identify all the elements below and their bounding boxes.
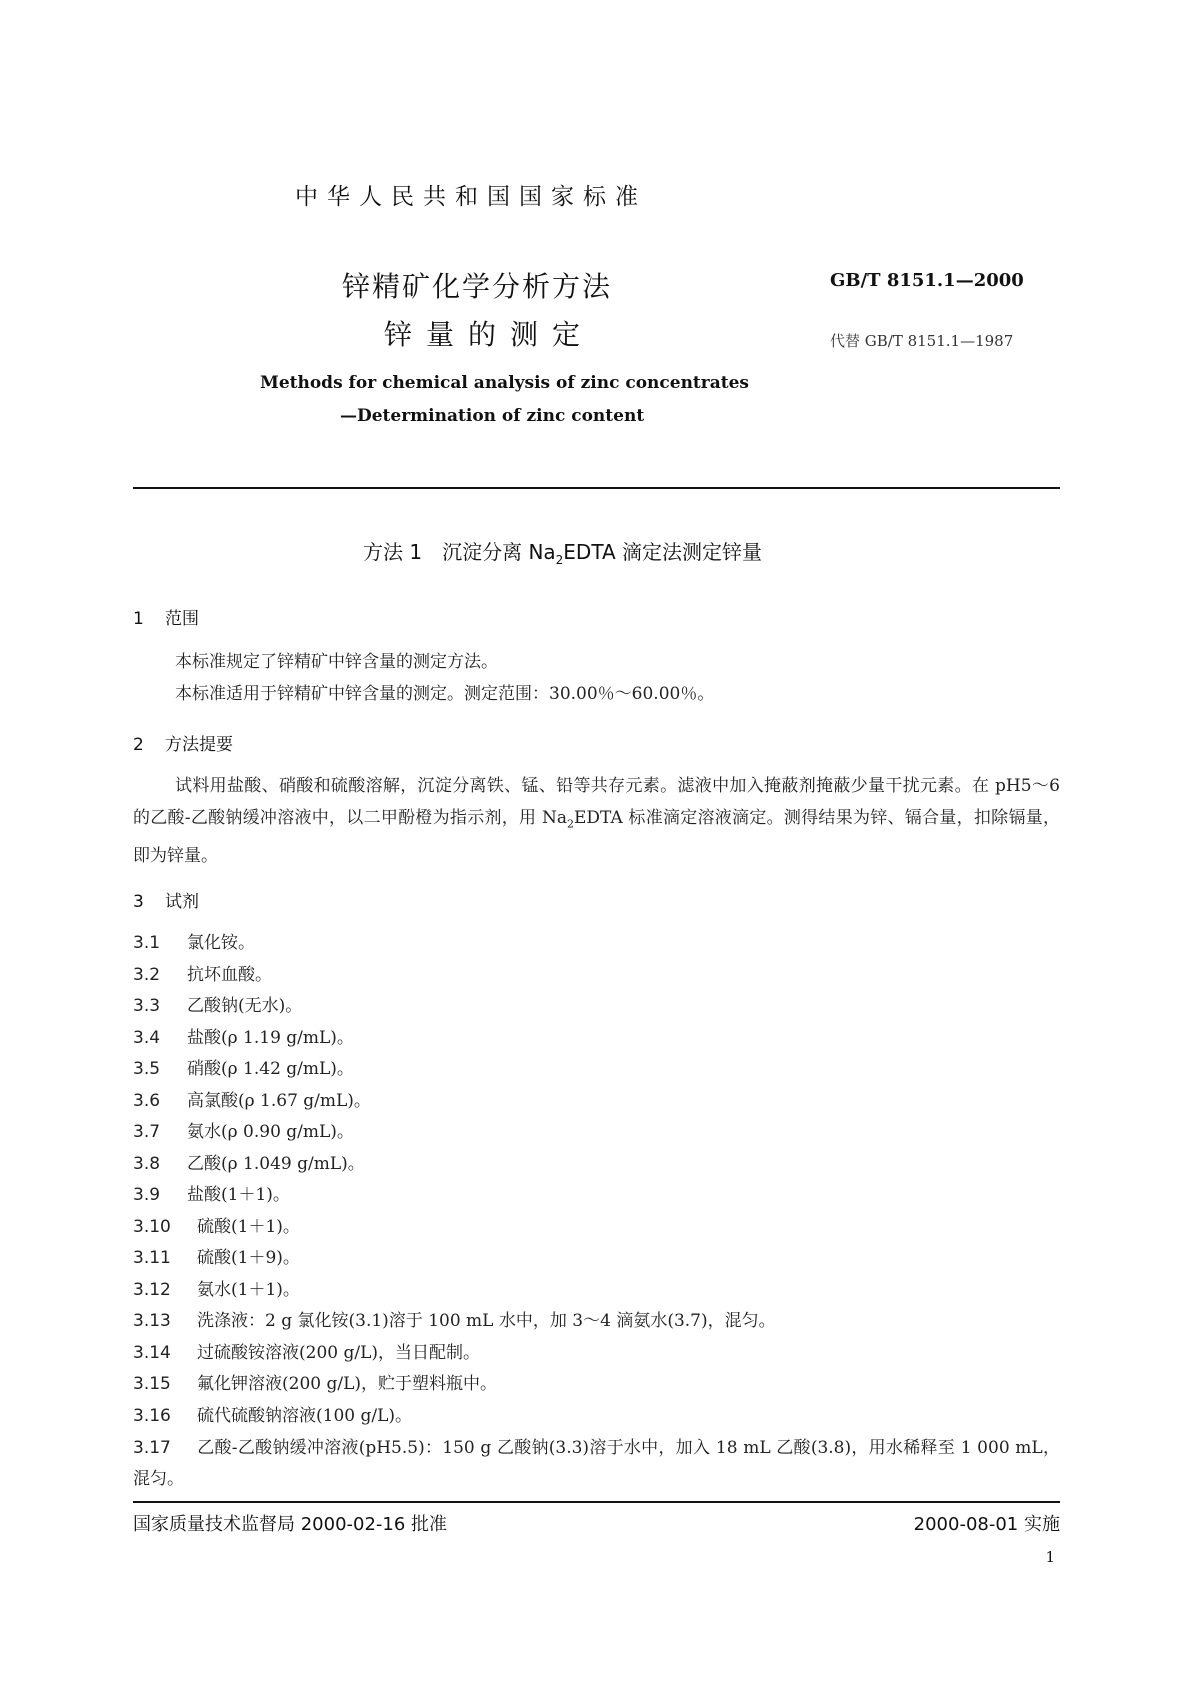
summary-paragraph: [133, 770, 1060, 872]
english-title-line-2: —Determination of zinc content: [340, 406, 645, 426]
reagent-number: 3.5: [133, 1059, 161, 1079]
method-title-subscript: 2: [555, 553, 564, 567]
page-number: 1: [1045, 1548, 1055, 1566]
implementation-date: 2000-08-01 实施: [913, 1514, 1060, 1535]
english-title-line-1: Methods for chemical analysis of zinc concentrates: [260, 373, 749, 393]
scope-paragraph-1: 本标准规定了锌精矿中锌含量的测定方法。: [175, 652, 498, 672]
reagent-number: 3.4: [133, 1027, 161, 1048]
reagent-text: 氯化铵。: [187, 933, 255, 953]
reagent-number: 3.15: [133, 1374, 171, 1394]
reagent-number: 3.8: [133, 1153, 161, 1174]
reagent-text: 氨水(ρ 0.90 g/mL)。: [187, 1122, 354, 1142]
summary-text-part-1: 试料用盐酸、硝酸和硫酸溶解，沉淀分离铁、锰、铅等共存元素。滤液中加入掩蔽剂掩蔽少量干扰元素。在 pH5～6 的乙酸-乙酸钠缓冲溶液中，以二甲酚橙为指示剂，用 Na: [133, 776, 1060, 828]
reagent-item: [133, 1306, 776, 1337]
reagent-item: [133, 991, 302, 1022]
reagent-text: 硫酸(1＋9)。: [197, 1248, 300, 1268]
reagent-number: 3.11: [133, 1248, 171, 1268]
reagent-text: 高氯酸(ρ 1.67 g/mL)。: [187, 1090, 371, 1111]
reagent-text: 乙酸(ρ 1.049 g/mL)。: [187, 1153, 365, 1174]
reagent-text: 盐酸(1＋1)。: [187, 1185, 290, 1205]
reagent-item: [133, 1212, 300, 1243]
method-title-suffix: EDTA 滴定法测定锌量: [563, 540, 763, 564]
standard-number: GB/T 8151.1—2000: [830, 270, 1024, 291]
section-number: 2: [133, 735, 144, 755]
reagent-item: [133, 1433, 1060, 1495]
section-title: 方法提要: [165, 735, 233, 755]
scope-paragraph-2: 本标准适用于锌精矿中锌含量的测定。测定范围：30.00％～60.00％。: [175, 684, 715, 704]
reagent-text: 乙酸-乙酸钠缓冲溶液(pH5.5)：150 g 乙酸钠(3.3)溶于水中，加入 18 mL 乙酸(3.8)，用水稀释至 1 000 mL，混匀。: [133, 1438, 1060, 1489]
reagent-item: [133, 1275, 300, 1306]
reagent-number: 3.7: [133, 1122, 161, 1142]
reagent-text: 抗坏血酸。: [187, 964, 272, 985]
reagent-text: 硫代硫酸钠溶液(100 g/L)。: [197, 1405, 413, 1426]
reagent-text: 盐酸(ρ 1.19 g/mL)。: [187, 1027, 354, 1048]
header-divider: [133, 487, 1060, 489]
method-title: [363, 536, 762, 567]
reagent-item: [133, 1086, 371, 1117]
reagent-text: 氟化钾溶液(200 g/L)，贮于塑料瓶中。: [197, 1374, 498, 1394]
reagent-item: [133, 1243, 300, 1274]
reagent-text: 洗涤液：2 g 氯化铵(3.1)溶于 100 mL 水中，加 3～4 滴氨水(3.7)，混匀。: [197, 1311, 776, 1331]
reagent-item: [133, 1180, 290, 1211]
reagent-item: [133, 1054, 354, 1085]
national-standard-title: 中华人民共和国国家标准: [295, 184, 647, 210]
footer-divider: [133, 1501, 1060, 1503]
reagent-number: 3.2: [133, 964, 161, 985]
reagent-item: [133, 1149, 365, 1180]
method-title-prefix: 方法 1 沉淀分离 Na: [363, 540, 556, 564]
reagent-text: 硫酸(1＋1)。: [197, 1216, 300, 1237]
summary-text-subscript: 2: [567, 817, 575, 831]
reagent-item: [133, 1401, 412, 1432]
section-heading-reagents: [133, 887, 199, 912]
reagent-item: [133, 1338, 480, 1369]
reagent-item: [133, 1369, 497, 1400]
reagent-number: 3.14: [133, 1342, 171, 1363]
reagent-text: 硝酸(ρ 1.42 g/mL)。: [187, 1059, 354, 1079]
reagent-item: [133, 960, 272, 991]
reagent-number: 3.1: [133, 933, 161, 953]
reagent-text: 氨水(1＋1)。: [197, 1279, 300, 1300]
reagent-number: 3.13: [133, 1311, 171, 1331]
reagent-number: 3.9: [133, 1185, 161, 1205]
reagent-number: 3.12: [133, 1279, 171, 1300]
section-title: 范围: [165, 609, 199, 629]
replaces-standard: 代替 GB/T 8151.1—1987: [830, 332, 1014, 350]
reagent-item: [133, 1023, 354, 1054]
document-title-line-1: 锌精矿化学分析方法: [342, 270, 613, 303]
reagent-item: [133, 928, 255, 959]
approval-note: 国家质量技术监督局 2000-02-16 批准: [133, 1514, 448, 1535]
document-title-line-2: 锌量的测定: [384, 318, 595, 351]
summary-text-part-2: EDTA 标准滴定溶液滴定。测得结果为锌、镉合量，扣除镉量，即为锌量。: [133, 808, 1060, 867]
reagent-number: 3.6: [133, 1090, 161, 1111]
reagent-text: 乙酸钠(无水)。: [187, 996, 303, 1016]
reagent-number: 3.3: [133, 996, 161, 1016]
reagent-number: 3.10: [133, 1216, 171, 1237]
section-heading-summary: [133, 730, 233, 755]
reagent-item: [133, 1117, 354, 1148]
reagent-text: 过硫酸铵溶液(200 g/L)，当日配制。: [197, 1342, 481, 1363]
section-number: 1: [133, 609, 144, 629]
reagent-number: 3.16: [133, 1405, 171, 1426]
section-title: 试剂: [165, 892, 199, 912]
reagent-number: 3.17: [133, 1438, 171, 1458]
section-heading-scope: [133, 604, 199, 629]
section-number: 3: [133, 892, 144, 912]
